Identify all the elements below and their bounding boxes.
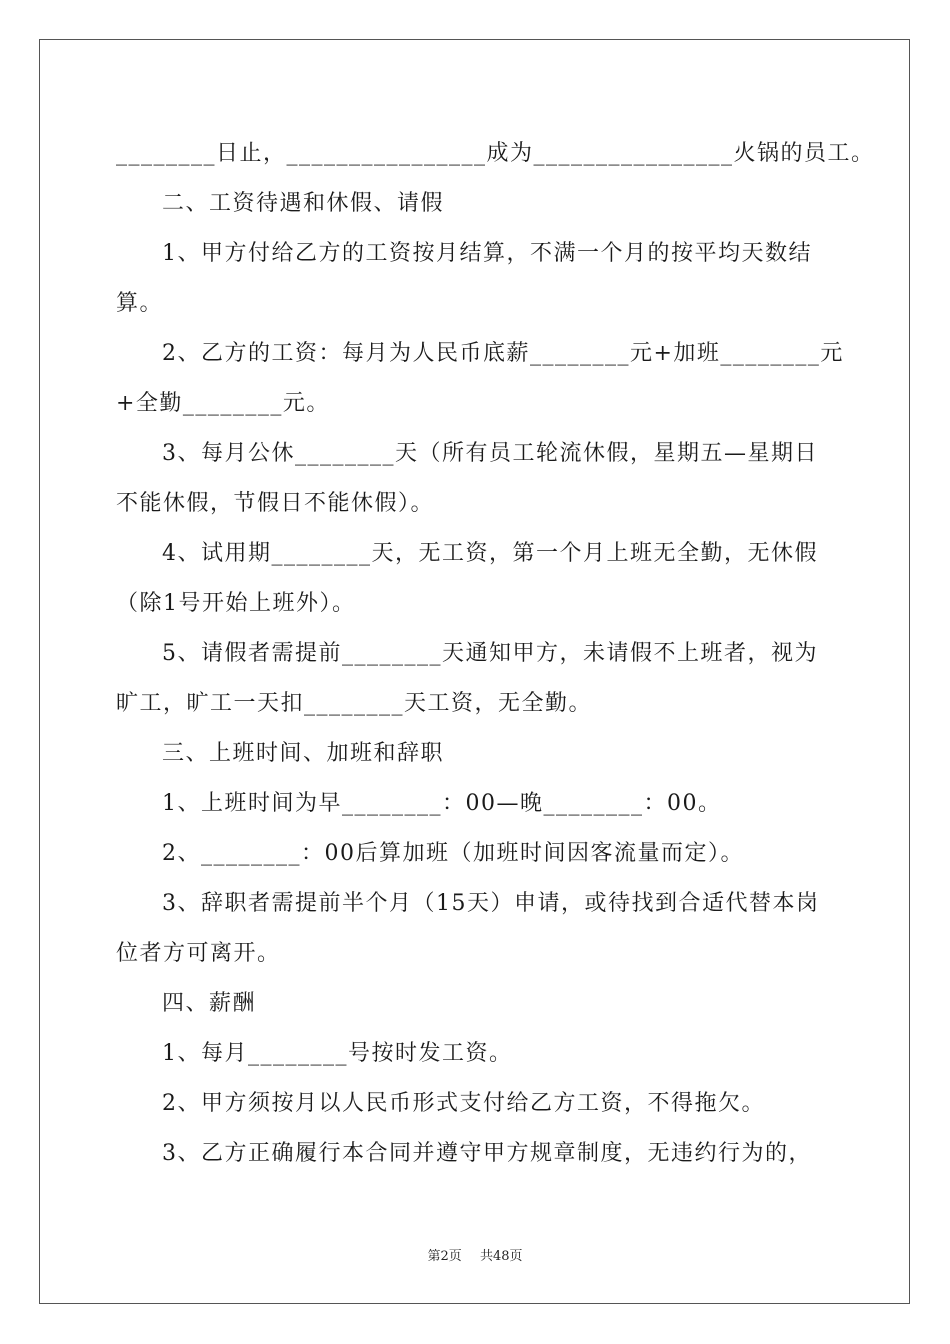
- text-line: 不能休假，节假日不能休假）。: [116, 491, 435, 516]
- text-line: +全勤________元。: [116, 391, 330, 416]
- page-footer: [0, 1245, 950, 1264]
- section-heading-3: 三、上班时间、加班和辞职: [162, 741, 445, 766]
- text-line: 1、上班时间为早________：00—晚________：00。: [162, 791, 722, 816]
- text-line: 2、________：00后算加班（加班时间因客流量而定）。: [162, 841, 744, 866]
- text-line: 3、乙方正确履行本合同并遵守甲方规章制度，无违约行为的，: [162, 1141, 812, 1166]
- text-line: 1、每月________号按时发工资。: [162, 1041, 513, 1066]
- text-line: 2、甲方须按月以人民币形式支付给乙方工资，不得拖欠。: [162, 1091, 765, 1116]
- section-heading-2: 二、工资待遇和休假、请假: [162, 191, 445, 216]
- text-line: （除1号开始上班外）。: [116, 591, 356, 616]
- text-line: 1、甲方付给乙方的工资按月结算，不满一个月的按平均天数结: [162, 241, 812, 266]
- text-line: 5、请假者需提前________天通知甲方，未请假不上班者，视为: [162, 641, 818, 666]
- document-body: [116, 129, 875, 1179]
- text-line: ________日止，________________成为________________火锅的员工。: [116, 141, 875, 166]
- text-line: 3、每月公休________天（所有员工轮流休假，星期五—星期日: [162, 441, 818, 466]
- page-total: 共48页: [479, 1249, 523, 1264]
- text-line: 2、乙方的工资：每月为人民币底薪________元+加班________元: [162, 341, 844, 366]
- text-line: 3、辞职者需提前半个月（15天）申请，或待找到合适代替本岗: [162, 891, 820, 916]
- page-number: 第2页: [427, 1249, 462, 1264]
- text-line: 算。: [116, 291, 164, 316]
- section-heading-4: 四、薪酬: [162, 991, 257, 1016]
- text-line: 位者方可离开。: [116, 941, 281, 966]
- text-line: 旷工，旷工一天扣________天工资，无全勤。: [116, 691, 593, 716]
- text-line: 4、试用期________天，无工资，第一个月上班无全勤，无休假: [162, 541, 818, 566]
